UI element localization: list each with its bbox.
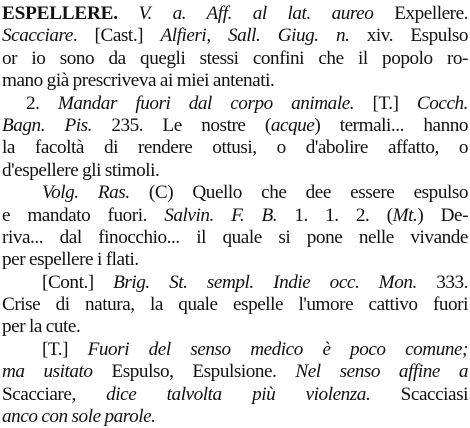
text-segment: mano già prescriveva ai miei antenati.: [2, 70, 275, 92]
text-segment: d'espellere gli stimoli.: [2, 159, 160, 181]
text-segment: per espellere i flati.: [2, 249, 139, 271]
text-segment: 2.: [26, 92, 58, 114]
text-segment: [118, 3, 139, 24]
entry-line: [2, 406, 468, 428]
text-segment: Expellere.: [373, 3, 468, 24]
text-segment: per la cute.: [2, 316, 81, 338]
italic-text: Bagn. Pis.: [2, 114, 92, 136]
italic-text: Mandar fuori dal corpo animale.: [57, 92, 355, 114]
headword: ESPELLERE.: [2, 3, 118, 24]
italic-text: Volg. Ras.: [42, 182, 130, 204]
italic-text: Alfieri, Sall. Giug. n.: [160, 25, 350, 47]
text-segment: Scacciasi: [370, 383, 468, 405]
text-segment: . [Cast.]: [72, 25, 161, 47]
italic-text: acque: [270, 114, 315, 136]
text-segment: la facoltà di rendere ottusi, o d'abolire affatto, o: [2, 137, 468, 159]
entry-line: [2, 182, 468, 204]
entry-line: [2, 93, 468, 115]
text-segment: e mandato fuori.: [2, 204, 165, 226]
entry-line: [2, 25, 468, 47]
text-segment: 333.: [416, 271, 468, 293]
entry-line: [2, 70, 468, 92]
italic-text: ma usitato: [2, 361, 93, 383]
entry-line: [2, 115, 468, 137]
entry-line: [2, 160, 468, 182]
entry-line: [2, 137, 468, 159]
dictionary-entry: [2, 3, 468, 428]
italic-text: anco con sole parole.: [2, 406, 156, 428]
text-segment: riva... dal finocchio... il quale si pone nelle vivande: [2, 226, 468, 248]
entry-line: [2, 3, 468, 25]
entry-line: [2, 316, 468, 338]
italic-text: Salvin. F. B.: [164, 204, 278, 226]
text-segment: [Cont.]: [42, 271, 114, 293]
text-segment: Scacciare,: [2, 383, 107, 405]
text-segment: ) De-: [417, 204, 469, 226]
entry-line: [2, 249, 468, 271]
entry-line: [2, 339, 468, 361]
text-segment: 1. 1. 2. (: [277, 204, 393, 226]
text-segment: Espulso, Espulsione.: [92, 361, 296, 383]
entry-line: [2, 361, 468, 383]
italic-text: Mt.: [392, 204, 418, 226]
entry-line: [2, 294, 468, 316]
text-segment: [T.]: [42, 338, 88, 360]
text-segment: xiv. Espulso: [349, 25, 468, 47]
italic-text: Cocch.: [416, 92, 469, 114]
italic-text: V. a. Aff. al lat. aureo: [138, 3, 374, 24]
italic-text: Brig. St. sempl. Indie occ. Mon.: [113, 271, 417, 293]
text-segment: ) termali... hanno: [314, 114, 468, 136]
text-segment: (C) Quello che dee essere espulso: [129, 182, 468, 204]
italic-text: Scacciare: [2, 25, 73, 47]
text-segment: 235. Le nostre (: [91, 114, 271, 136]
entry-line: [2, 48, 468, 70]
text-segment: Crise di natura, la quale espelle l'umore cattivo fuori: [2, 294, 468, 316]
italic-text: Nel senso affine a: [295, 361, 468, 383]
text-segment: [T.]: [354, 92, 417, 114]
entry-line: [2, 272, 468, 294]
text-segment: or io sono da quegli stessi confini che il popolo ro-: [2, 47, 468, 69]
italic-text: dice talvolta più violenza.: [106, 383, 371, 405]
italic-text: Fuori del senso medico è poco comune;: [87, 338, 469, 360]
entry-line: [2, 205, 468, 227]
entry-line: [2, 227, 468, 249]
entry-line: [2, 384, 468, 406]
